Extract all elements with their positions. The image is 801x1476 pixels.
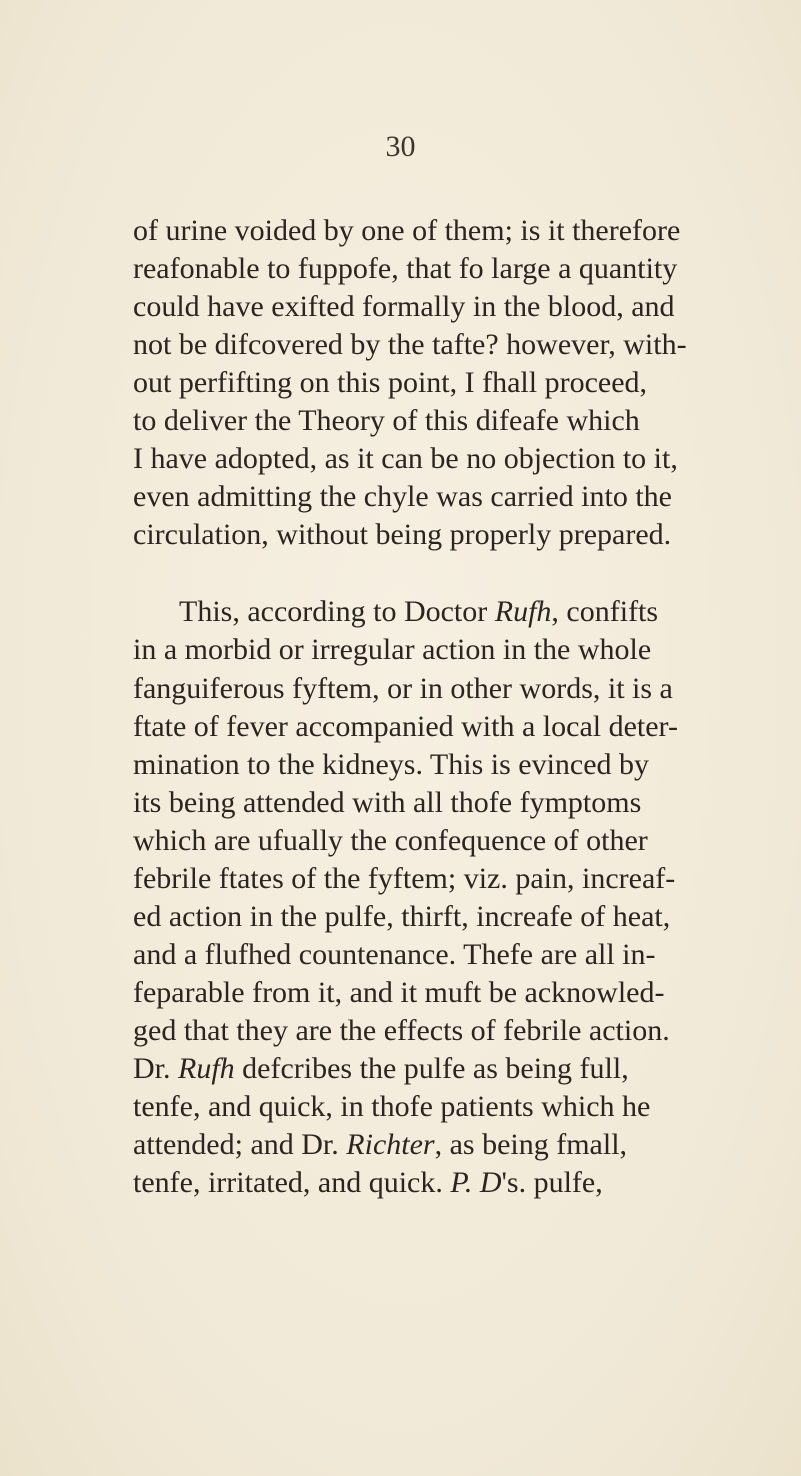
text-line: of urine voided by one of them; is it therefore [133,214,681,247]
text-line: ed action in the pulfe, thirft, increafe of heat, [133,899,671,933]
page-number: 30 [385,130,416,163]
text-line [133,1050,783,1088]
text-run: , as being fmall, [434,1128,628,1162]
text-run: tenfe, irritated, and quick. [133,1166,451,1200]
text-line: in a morbid or irregular action in the whole [133,633,652,667]
text-line: which are ufually the confequence of other [133,823,648,857]
text-line: ftate of fever accompanied with a local deter- [133,709,678,743]
italic-name: Rufh [178,1051,235,1085]
text-line: to deliver the Theory of this difeafe which [133,404,640,438]
text-line: febrile ftates of the fyftem; viz. pain, increaf- [133,861,676,895]
text-line: its being attended with all thofe fymptoms [133,785,642,819]
paragraph-2 [133,593,783,1202]
body-text [133,212,783,1202]
text-line: out perfifting on this point, I fhall proceed, [133,366,648,400]
paragraph-gap [133,554,783,593]
text-line: tenfe, and quick, in thofe patients which he [133,1090,651,1124]
text-line: ged that they are the effects of febrile action. [133,1013,670,1047]
italic-name: P. D [450,1166,502,1200]
text-line: even admitting the chyle was carried into the [133,480,672,514]
text-run: attended; and Dr. [133,1128,347,1162]
paragraph-1 [133,212,783,554]
text-line: could have exifted formally in the blood, and [133,290,675,324]
text-line [133,1164,783,1202]
text-line: I have adopted, as it can be no objection to it, [133,442,678,476]
text-run: , confifts [551,595,659,629]
italic-name: Richter [346,1128,435,1162]
text-line: not be difcovered by the tafte? however, with- [133,328,687,362]
text-line [133,1126,783,1164]
italic-name: Rufh [494,595,552,629]
text-line: and a flufhed countenance. Thefe are all in- [133,937,656,971]
text-run: defcribes the pulfe as being full, [234,1051,629,1085]
text-line: mination to the kidneys. This is evinced by [133,747,650,781]
text-run: This, according to Doctor [179,595,495,629]
text-line: circulation, without being properly prepared. [133,518,672,552]
text-line: fanguiferous fyftem, or in other words, it is a [133,671,673,705]
text-line: reafonable to fuppofe, that fo large a quantity [133,252,678,286]
text-line [133,593,783,631]
text-line: feparable from it, and it muft be acknowled- [133,975,665,1009]
text-run: Dr. [133,1051,178,1085]
text-run: 's. pulfe, [501,1166,603,1200]
